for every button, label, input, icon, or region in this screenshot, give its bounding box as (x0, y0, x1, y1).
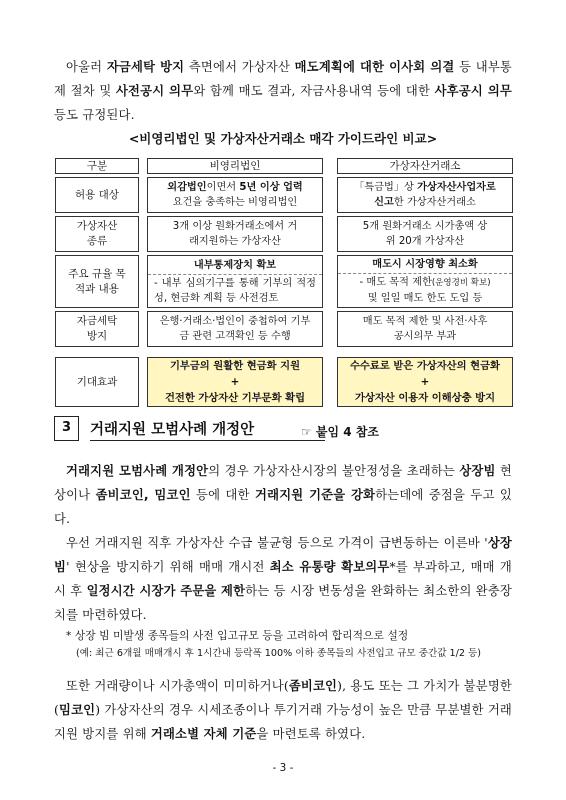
nonprofit-cell: 내부통제장치 확보 - 내부 심의기구를 통해 기부의 적정성, 현금화 계획 등 사전검토 (147, 255, 323, 308)
paragraph-3: 또한 거래량이나 시가총액이 미미하거나(좀비코인), 용도 또는 그 가치가 불분명한(밈코인) 가상자산의 경우 시세조종이나 투기거래 가능성이 높은 만큼 무분별한 거래지원 방지를 위해 거래소별 자체 기준을 마련토록 하였다. (54, 679, 512, 741)
exchange-cell: 매도시 시장영향 최소화 - 매도 목적 제한(운영경비 확보) 및 일일 매도 한도 도입 등 (337, 255, 513, 308)
comparison-table (55, 155, 513, 410)
exchange-cell: 5개 원화거래소 시가총액 상위 20개 가상자산 (337, 216, 513, 252)
row-label: 가상자산 종류 (55, 216, 139, 252)
exchange-cell: 「특금법」상 가상자산사업자로 신고한 가상자산거래소 (337, 177, 513, 213)
intro-paragraph: 아울러 자금세탁 방지 측면에서 가상자산 매도계획에 대한 이사회 의결 등 내부통제 절차 및 사전공시 의무와 함께 매도 결과, 자금사용내역 등에 대한 사후공시 의무 등도 규정된다. (54, 60, 512, 122)
table-row (55, 216, 513, 252)
nonprofit-effect: 기부금의 원활한 현금화 지원 + 건전한 가상자산 기부문화 확립 (147, 357, 323, 407)
table-row (55, 311, 513, 347)
footnote-2: (예: 최근 6개월 매매개시 후 1시간내 등락폭 100% 이하 종목들의 사전입고 규모 중간값 1/2 등) (76, 648, 482, 659)
section-title: 거래지원 모범사례 개정안 (90, 422, 255, 438)
table-row (55, 177, 513, 213)
nonprofit-cell: 은행·거래소·법인이 중첩하여 기부금 관련 고객확인 등 수행 (147, 311, 323, 347)
section-reference: ☞ 붙임 4 참조 (301, 425, 380, 439)
section-number: 3 (54, 416, 79, 441)
header-nonprofit: 비영리법인 (147, 158, 323, 174)
row-label: 자금세탁 방지 (55, 311, 139, 347)
table-row (55, 255, 513, 308)
footnote-1: * 상장 빔 미발생 종목들의 사전 입고규모 등을 고려하여 합리적으로 설정 (66, 629, 409, 642)
table-header-row (55, 158, 513, 174)
section-underline (90, 440, 325, 441)
paragraph-1: 거래지원 모범사례 개정안의 경우 가상자산시장의 불안정성을 초래하는 상장빔 현상이나 좀비코인, 밈코인 등에 대한 거래지원 기준을 강화하는데에 중점을 두고 있다. (54, 464, 512, 526)
row-label: 허용 대상 (55, 177, 139, 213)
header-category: 구분 (55, 158, 139, 174)
row-label: 기대효과 (55, 357, 139, 407)
page-number: - 3 - (272, 762, 294, 774)
paragraph-2: 우선 거래지원 직후 가상자산 수급 불균형 등으로 가격이 급변동하는 이른바 '상장빔' 현상을 방지하기 위해 매매 개시전 최소 유통량 확보의무*를 부과하고, 매매 개시 후 일정시간 시장가 주문을 제한하는 등 시장 변동성을 완화하는 최소한의 완충장치를 마련하였다. (54, 536, 513, 622)
row-label: 주요 규율 목적과 내용 (55, 255, 139, 308)
nonprofit-cell: 외감법인이면서 5년 이상 업력 요건을 충족하는 비영리법인 (147, 177, 323, 213)
exchange-cell: 매도 목적 제한 및 사전·사후 공시의무 부과 (337, 311, 513, 347)
header-exchange: 가상자산거래소 (337, 158, 513, 174)
nonprofit-cell: 3개 이상 원화거래소에서 거래지원하는 가상자산 (147, 216, 323, 252)
table-caption: <비영리법인 및 가상자산거래소 매각 가이드라인 비교> (128, 131, 438, 146)
table-effect-row (55, 357, 513, 407)
exchange-effect: 수수료로 받은 가상자산의 현금화 + 가상자산 이용자 이해상충 방지 (337, 357, 513, 407)
